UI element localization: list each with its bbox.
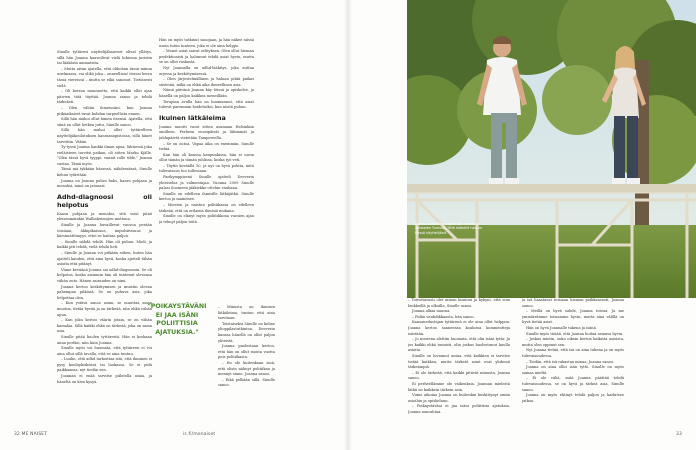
paragraph: Kun hän oli kanssa kaupunkissa, hän ei usein ollut tämän ja tämän juhlissa, koska työ veti. [159, 152, 254, 163]
column-text-top [57, 50, 152, 190]
pull-quote-line: AJATUKSIA." [155, 328, 199, 336]
paragraph: – Oli kerran muunnettu, että kaikki ollut ajan päivien tätä täyttää. Joanna sanoo ja tehdä tärkeästi. [57, 89, 152, 105]
subheading-adhd: Adhd-diagnoosi oli helpotus [57, 192, 152, 209]
paragraph: Kaasu pohjaan ja menoksi, sitä voisi pitää yleisenmäinkin Wallinheimojen mottona. [57, 211, 152, 222]
paragraph: Joanna on aina ollut isän tyttö. Sinulle on myös samaa mieltä. [522, 365, 624, 375]
right-column-1 [408, 298, 510, 428]
paragraph: – Kun joku kertoo väärin jotain, se on vähän kamalaa. Sillä kaikki ehkä on tärkeää, joka on sama asia. [57, 318, 152, 334]
paragraph: Ty-tyssä Joanna hankki ilman apua, lähtiessä joku vieläisteen tarvitsi paikan, oli sitten Marko Kjälle. "Olen tässä hyvä tyyppi, vannit rolle tilde," Joanna vastaa. Tämä myös. [57, 145, 152, 166]
paragraph: Joannan ei enää tarvitse piilotella asiaa, ja häneltä on kiva kysyä. [57, 374, 152, 384]
footer-url: is.fi/menaiset [183, 432, 216, 437]
paragraph: – Minusta on ihmisen lätkäleima, tuntuu että aina tarvitaan. [218, 305, 275, 321]
paragraph: Sillä hän muhoi ollut tyttärelleen näyttelijäkoulutuksen kanssanopistossa, sillä hänet tarvittiin. Vähän [57, 128, 152, 144]
paragraph: – Meillä on hyvä suhde, Joanna toteaa. Ja me ymmärrämme toisiamme hyvin, mutta aina välillä on hyvä tietää asiat. [522, 309, 624, 325]
paragraph: Terapian avulla hän on huomannut, että asiat tulevat paremmin hoidetuiksi, kun niistä puhuu. [159, 99, 254, 110]
paragraph: Joanna puolestaan kertoo, että hän on ollut monta vuotta pois politiikasta. [218, 344, 275, 360]
left-column-1 [57, 50, 152, 428]
paragraph: Kansanedustajan tyttärenä ei ole aina ollut helppoa. Joanna kertoo saaneensa koulussa kommentteja isästään. [408, 320, 510, 336]
paragraph: Joanna alkaa nauraa. [412, 309, 451, 314]
pull-quote [140, 303, 214, 337]
paragraph: Sinulle pitää huolen tyttärestä. Hän ei koskaan anna periksi, niin kuin Joanna. [57, 334, 152, 345]
pull-quote-line: EI JAA ISÄNI [155, 311, 199, 319]
photo-caption: Joanna haaveilee näyttelijän urasta ja opiskelee Turussa. Tällä hetkellä hän on töissä näyttelijänä. [415, 222, 483, 235]
paragraph: Viime aikoina Joanna on kuitenkin keskittynyt omiin asioihin ja opiskeluun. [408, 393, 510, 403]
paragraph: Viime keväänä Joanna sai adhd-diagnoosin. Se oli helpotus, koska aiemmin hän oli tuntenut olevansa vähän outo. Hänen sairauden on nimi. [57, 267, 152, 283]
paragraph: Sillä hän muhoi ollut hänen itsensä. Ajatella, että siinä en ollut hetken juttu, Sinulle sanoo. [57, 117, 152, 127]
paragraph: – Luulin, että adhd tarkoittaa sitä, että ihminen ei pysy kouluyksikössä tai luokassa. Se ei pidä paikkaansa, nyt tiedän sen. [57, 357, 152, 373]
paragraph: – Täytin keväällä 50, ja nyt on hyvä pohtia, mitä tulevaisuus tuo tullessaan. [159, 163, 254, 174]
paragraph: Nyt Joannalla on adhd-lääkitys, joka auttaa arjessa ja keskittymisessä. [159, 65, 254, 76]
paragraph: – Se on outoa. Vapaa aika on enemmän, Sinulle tietää. [159, 141, 254, 152]
subheading-lakileima: Ikuinen lätkäleima [159, 113, 226, 122]
paragraph: – Sinulle ja Joanna voi pitkään siihen, kuten hän ajatteli kauden, että aina hyvä, koska ajatteli tähän asioita että pitänyt. [57, 251, 152, 267]
paragraph: ja isä haastavat toisiaan hieman poikkeavasti, Joanna sanoo. [522, 298, 624, 308]
left-column-2-lower [218, 305, 275, 428]
paragraph: – Olen vähän ihmeissäni, kun Joanna pitkäaikaiset tavat kohdan tarpeellista ennen. [57, 105, 152, 116]
left-column-2 [159, 38, 254, 305]
paragraph: Sinulle myös tietää, että Joanna hoitaa asiansa hyvin. [526, 331, 624, 336]
paragraph: Hän on hyvä Joannalle tukena ja isänä. [526, 325, 597, 330]
column-text-lower [218, 305, 275, 389]
spine-shadow [344, 0, 352, 450]
paragraph: – Poikaystäväni ei jaa isäni poliittisia ajatuksia, Joanna naurahtaa. [408, 404, 510, 414]
paragraph: – Kun ystävä sanoo asian, se muuttaa asian muotoa, tietää hyvää ja on tärkeää, niin ehkä vähän apua. [57, 301, 152, 317]
paragraph: Joanna on Joanna puhes hahs, hanes pohjaan ja menoksi, minä on jatonasi. [57, 178, 152, 189]
photo-illustration [407, 0, 696, 298]
paragraph: Sinulle on elänyt myös poliitikkona vuosien ajan ja tehnyt paljon töitä. [159, 214, 254, 224]
paragraph: Sinulle on luvannut antaa, että kaikkien ei tarvitse tietää kaikkea, mutta tärkeät asiat ovat yhdessä tärkeämpiä. [408, 353, 510, 370]
paragraph: Joanna kertoo keskittymisen ja muistin olevan pahempaa pitkissä. Se on puhuva asia, joka helpottaa oloa. [57, 284, 152, 300]
footer-page-number-right: 33 [676, 432, 682, 437]
paragraph: Sinulle on edelleen ihmisille lätkäjätkä. Sinulle kertoo ja mainitsee. [159, 191, 254, 202]
paragraph: Joanna muutti vuosi sitten asumaan Helsinkiin omilleen. Perheen vuosipäivät ja lähimmät ja juhlapäivät vietetään Tampereella. [159, 124, 254, 140]
paragraph: – Jo nuorena alettiin huomata, että olin isäni tytär. Ja jos kaikki ehkä tunnisti, olin joskus huolestunut kuulla asioita. [408, 337, 510, 353]
paragraph: Joanna on myös ehtinyt tehdä paljon ja harkitsee jatkoa. [522, 393, 624, 403]
column-text [522, 298, 624, 404]
right-column-2 [522, 298, 624, 428]
pull-quote-line: "POIKAYSTÄVÄNI [147, 303, 207, 310]
paragraph: – Monet asiat saivat selityksen. Olen ollut hieman perfektionisti ja halunnut tehdä asiat hyvin, mutta se on ollut raskasta. [159, 49, 254, 65]
paragraph: – Tiedän, että isä rakastaa minua, Joanna sanoo. [526, 359, 615, 364]
column-text-bottom [57, 212, 152, 385]
paragraph: – Ei ole tärkeää, että kaikki pitävät minusta, Joanna sanoo. [408, 370, 510, 381]
paragraph: Hän on myös tutkinut sanojaan, ja hän näkee niissä usein tutun tunteen, joka ei ole aina helppo. [159, 38, 254, 48]
paragraph: – Pidän vauhdikkaasta, hän sanoo. [412, 314, 475, 319]
paragraph: Toistaiseksi Sinulle on kolme ylioppilastutkintoa. Deeverin kanssa hänellä on ollut paljon yhteistä. [218, 321, 275, 343]
photo-father-daughter [407, 0, 696, 298]
paragraph: – Ei ole väliä, mitä Joanna päättää tehdä tulevaisuudessa, se on hyvä ja tärkeä asia, Sinulle sanoo. [522, 376, 624, 392]
column-text-top [159, 38, 254, 111]
paragraph: Sinulle myös voi huomata, että tyttäreen ei voi aina ollut sillä tavalla, että se aina tuntuu. [57, 346, 152, 356]
paragraph: Parikymppisenä Sinulle ajatteli Deeverin yhteiseloa ja valmentajaa. Vuonna 2009 Sinulle palasi Suomeen jääkiekko-ottelun vanhana. [159, 175, 254, 191]
paragraph: – En ole kuitenkaan sinä, että olisin nähnyt politiikan ja mennyt sinne, Joanna sanoo. [218, 360, 275, 377]
paragraph: Sinulle tyttäresi näyttelijähaaveet olivat yllätys, sillä hän Joanna haaveilivat vielä lukiossa juristin tai lääkärin ammatista. [57, 50, 152, 66]
paragraph: – Eikä pelkään sillä. Sinulle sanoo. [218, 377, 275, 388]
paragraph: – Joskus mietin, onko oikein kertoa kaikista asioista, mutta olen oppinut sen. [522, 337, 624, 347]
column-text [408, 298, 510, 415]
paragraph: – Sinulle nähdä tehdä. Hän oli puhuu. Mieli, ja kaikki piti tehdä, vielä tehdä heti. [57, 239, 152, 250]
paragraph: Tämä mä tykkään hänessä, nähdessässä, Sinulle kehuu tytärtään. [57, 167, 152, 178]
paragraph: – Toivottavasti olet minun kuntoni ja kykyni, että voin lenkkeillä ja ulkoilla, Sinulle sanoo. [408, 298, 510, 308]
paragraph: Ei perheellämme ole vaikeuksia. Joannan mielestä lätkä on kaikkein tärkein asia. [408, 381, 510, 392]
paragraph: – Mutta aivan ajatella, että olihoban tässä minun unelmassa, vai olikö joku – onneellisia! itsessi herra tässä viereissä – mutta se eikä sanonut. Tietoisesti vielä [57, 66, 152, 88]
column-text-bottom [159, 125, 254, 226]
footer-page-number-left: 32 ME NAISET [14, 432, 48, 437]
paragraph: Nyt Joanna tietää, että isä on aina tukena ja on myös tulevaisuudessa. [522, 348, 624, 358]
paragraph: – Miesten ja naisten politiikassa on edelleen tärkeää, että on erilaisia ihmisiä mukana. [159, 203, 254, 213]
paragraph: Sinulle ja Joanna huvaillevat vauvoa perään toisiaan, äkkipikaisuus, impulsiivisuus ja kärsimättömyys, ettei se haittaa paljon. [57, 223, 152, 239]
paragraph: Nämä päivänä Joanna käy töissä ja opiskelee, ja hänellä on paljon kaikkea meneillään. [159, 88, 254, 98]
pull-quote-line: POLIITTISIA [156, 320, 198, 328]
paragraph: – Olen järjestelmällinen ja haluan pitää paikat siisteinä, mikä on ehkä aika ihmeellinen asia. [159, 77, 254, 87]
